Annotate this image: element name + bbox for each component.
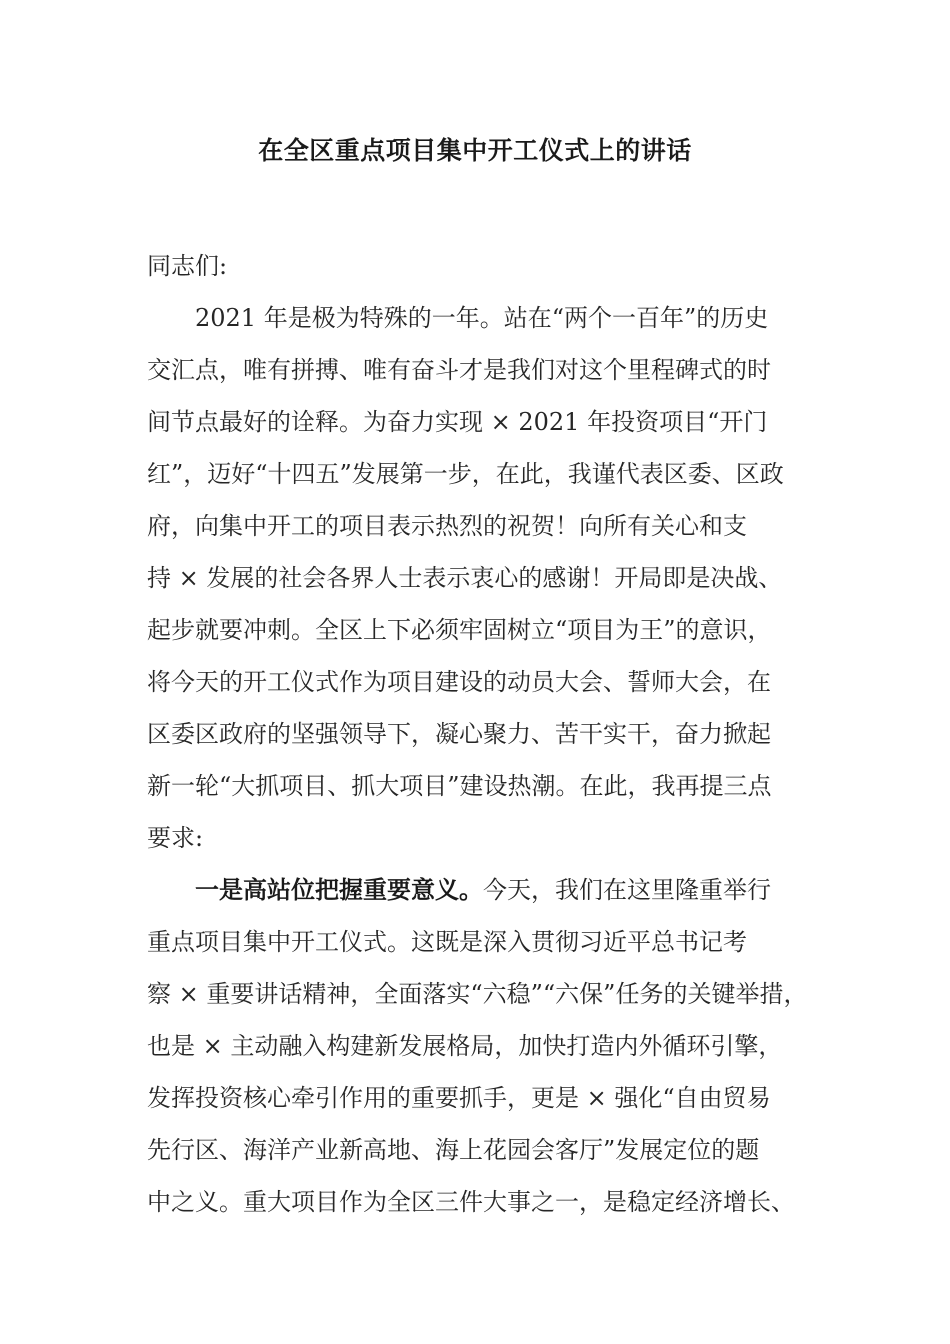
paragraph-line: 察 × 重要讲话精神，全面落实“六稳”“六保”任务的关键举措， bbox=[147, 980, 808, 1008]
paragraph-line: 起步就要冲刺。全区上下必须牢固树立“项目为王”的意识， bbox=[147, 616, 772, 644]
paragraph-point-one bbox=[147, 864, 827, 1228]
paragraph-line: 先行区、海洋产业新高地、海上花园会客厅”发展定位的题 bbox=[147, 1136, 760, 1164]
paragraph-line bbox=[147, 864, 827, 916]
paragraph-line: 重点项目集中开工仪式。这既是深入贯彻习近平总书记考 bbox=[147, 928, 747, 956]
paragraph-line: 交汇点，唯有拼搏、唯有奋斗才是我们对这个里程碑式的时 bbox=[147, 356, 771, 384]
paragraph-line: 间节点最好的诠释。为奋力实现 × 2021 年投资项目“开门 bbox=[147, 408, 768, 436]
document-title: 在全区重点项目集中开工仪式上的讲话 bbox=[258, 136, 692, 165]
paragraph-intro bbox=[147, 292, 827, 864]
point-heading: 一是高站位把握重要意义。 bbox=[195, 876, 483, 904]
paragraph-line: 要求: bbox=[147, 824, 204, 852]
paragraph-line: 区委区政府的坚强领导下，凝心聚力、苦干实干，奋力掀起 bbox=[147, 720, 771, 748]
paragraph-line: 中之义。重大项目作为全区三件大事之一，是稳定经济增长、 bbox=[147, 1188, 795, 1216]
salutation: 同志们: bbox=[147, 252, 228, 280]
paragraph-line: 新一轮“大抓项目、抓大项目”建设热潮。在此，我再提三点 bbox=[147, 772, 772, 800]
document-body bbox=[147, 240, 827, 1228]
paragraph-line: 将今天的开工仪式作为项目建设的动员大会、誓师大会，在 bbox=[147, 668, 771, 696]
paragraph-line: 也是 × 主动融入构建新发展格局，加快打造内外循环引擎， bbox=[147, 1032, 783, 1060]
point-text: 今天，我们在这里隆重举行 bbox=[483, 876, 771, 904]
paragraph-line: 发挥投资核心牵引作用的重要抓手，更是 × 强化“自由贸易 bbox=[147, 1084, 771, 1112]
paragraph-line: 府，向集中开工的项目表示热烈的祝贺！向所有关心和支 bbox=[147, 512, 747, 540]
paragraph-line: 持 × 发展的社会各界人士表示衷心的感谢！开局即是决战、 bbox=[147, 564, 783, 592]
paragraph-line: 2021 年是极为特殊的一年。站在“两个一百年”的历史 bbox=[195, 304, 769, 332]
paragraph-line: 红”，迈好“十四五”发展第一步，在此，我谨代表区委、区政 bbox=[147, 460, 784, 488]
